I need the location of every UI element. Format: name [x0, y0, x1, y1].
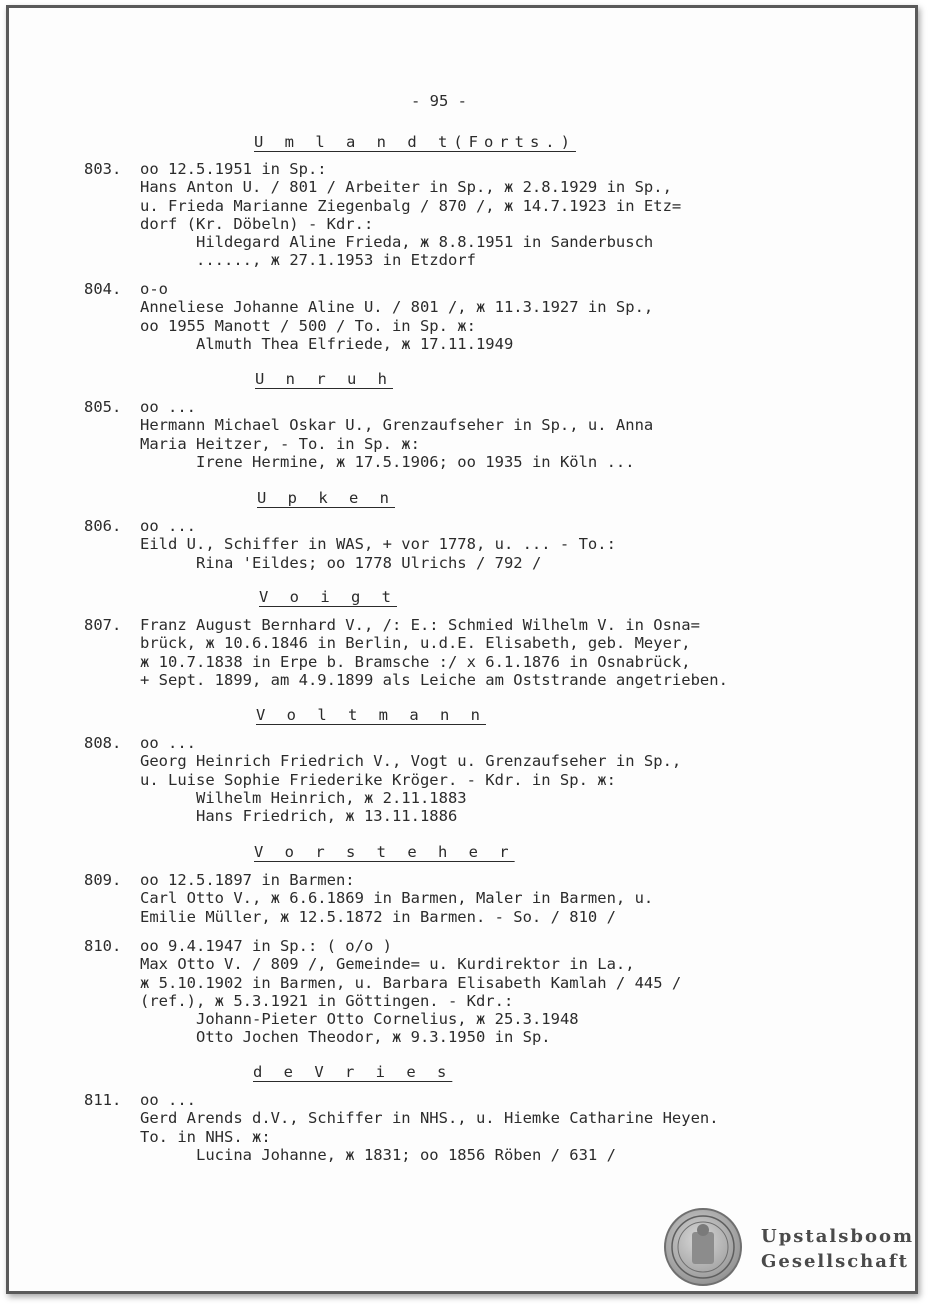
- entry-line: o-o: [140, 280, 168, 298]
- entry-line: (ref.), ж 5.3.1921 in Göttingen. - Kdr.:: [140, 991, 514, 1010]
- entry-number: 806.: [84, 517, 122, 535]
- entry-number: 811.: [84, 1091, 122, 1109]
- entry-number: 804.: [84, 280, 122, 298]
- section-heading: U n r u h: [255, 370, 393, 388]
- entry-line: Eild U., Schiffer in WAS, + vor 1778, u. ... - To.:: [140, 535, 616, 554]
- entry-line: ж 10.7.1838 in Erpe b. Bramsche :/ x 6.1.1876 in Osnabrück,: [140, 652, 691, 671]
- entry-line: dorf (Kr. Döbeln) - Kdr.:: [140, 214, 374, 233]
- entry-line: brück, ж 10.6.1846 in Berlin, u.d.E. Elisabeth, geb. Meyer,: [140, 634, 691, 653]
- document-page: [9, 8, 915, 1291]
- entry-line: Hans Friedrich, ж 13.11.1886: [196, 807, 458, 826]
- entry-line: Max Otto V. / 809 /, Gemeinde= u. Kurdirektor in La.,: [140, 955, 635, 974]
- entry-line: Hans Anton U. / 801 / Arbeiter in Sp., ж 2.8.1929 in Sp.,: [140, 178, 672, 197]
- entry-line: ж 5.10.1902 in Barmen, u. Barbara Elisabeth Kamlah / 445 /: [140, 973, 682, 992]
- entry-line: oo 9.4.1947 in Sp.: ( o/o ): [140, 937, 392, 955]
- entry-line: Otto Jochen Theodor, ж 9.3.1950 in Sp.: [196, 1028, 551, 1047]
- entry-line: Wilhelm Heinrich, ж 2.11.1883: [196, 788, 467, 807]
- logo-line-2: Gesellschaft: [761, 1251, 909, 1272]
- entry-line: Rina 'Eildes; oo 1778 Ulrichs / 792 /: [196, 553, 542, 572]
- entry-line: Maria Heitzer, - To. in Sp. ж:: [140, 434, 420, 453]
- entry-line: oo 12.5.1897 in Barmen:: [140, 871, 355, 889]
- logo-line-1: Upstalsboom: [761, 1226, 915, 1247]
- section-heading: d e V r i e s: [253, 1063, 453, 1081]
- entry-number: 810.: [84, 937, 122, 955]
- seal-icon: [664, 1208, 742, 1286]
- section-heading: V o r s t e h e r: [254, 843, 515, 861]
- publisher-logo-text: [761, 1224, 914, 1274]
- entry-number: 803.: [84, 160, 122, 178]
- entry-line: u. Luise Sophie Friederike Kröger. - Kdr. in Sp. ж:: [140, 770, 616, 789]
- entry-number: 805.: [84, 398, 122, 416]
- entry-line: Lucina Johanne, ж 1831; oo 1856 Röben / 631 /: [196, 1145, 616, 1164]
- section-heading: V o l t m a n n: [256, 706, 486, 724]
- entry-line: Georg Heinrich Friedrich V., Vogt u. Grenzaufseher in Sp.,: [140, 752, 682, 771]
- entry-line: Hermann Michael Oskar U., Grenzaufseher in Sp., u. Anna: [140, 416, 654, 435]
- entry-line: Franz August Bernhard V., /: E.: Schmied Wilhelm V. in Osna=: [140, 616, 700, 634]
- entry-line: oo 1955 Manott / 500 / To. in Sp. ж:: [140, 316, 476, 335]
- document-frame: [6, 5, 918, 1294]
- entry-line: Almuth Thea Elfriede, ж 17.11.1949: [196, 334, 514, 353]
- entry-line: oo ...: [140, 734, 196, 752]
- entry-line: Carl Otto V., ж 6.6.1869 in Barmen, Maler in Barmen, u.: [140, 889, 654, 908]
- entry-line: To. in NHS. ж:: [140, 1127, 271, 1146]
- entry-line: Irene Hermine, ж 17.5.1906; oo 1935 in Köln ...: [196, 452, 635, 471]
- entry-number: 807.: [84, 616, 122, 634]
- entry-line: Gerd Arends d.V., Schiffer in NHS., u. Hiemke Catharine Heyen.: [140, 1109, 719, 1128]
- entry-number: 809.: [84, 871, 122, 889]
- entry-line: + Sept. 1899, am 4.9.1899 als Leiche am Oststrande angetrieben.: [140, 670, 728, 689]
- section-heading: V o i g t: [259, 588, 397, 606]
- entry-number: 808.: [84, 734, 122, 752]
- entry-line: oo ...: [140, 398, 196, 416]
- section-heading: U p k e n: [257, 489, 395, 507]
- page-number: - 95 -: [411, 92, 467, 110]
- entry-line: Johann-Pieter Otto Cornelius, ж 25.3.1948: [196, 1010, 579, 1029]
- entry-line: ......, ж 27.1.1953 in Etzdorf: [196, 251, 476, 270]
- entry-line: oo ...: [140, 1091, 196, 1109]
- entry-line: Hildegard Aline Frieda, ж 8.8.1951 in Sanderbusch: [196, 233, 654, 252]
- entry-line: u. Frieda Marianne Ziegenbalg / 870 /, ж 14.7.1923 in Etz=: [140, 196, 682, 215]
- entry-line: oo 12.5.1951 in Sp.:: [140, 160, 327, 178]
- entry-line: Emilie Müller, ж 12.5.1872 in Barmen. - So. / 810 /: [140, 907, 616, 926]
- section-heading: U m l a n d t(Forts.): [254, 133, 576, 151]
- entry-line: Anneliese Johanne Aline U. / 801 /, ж 11.3.1927 in Sp.,: [140, 298, 654, 317]
- entry-line: oo ...: [140, 517, 196, 535]
